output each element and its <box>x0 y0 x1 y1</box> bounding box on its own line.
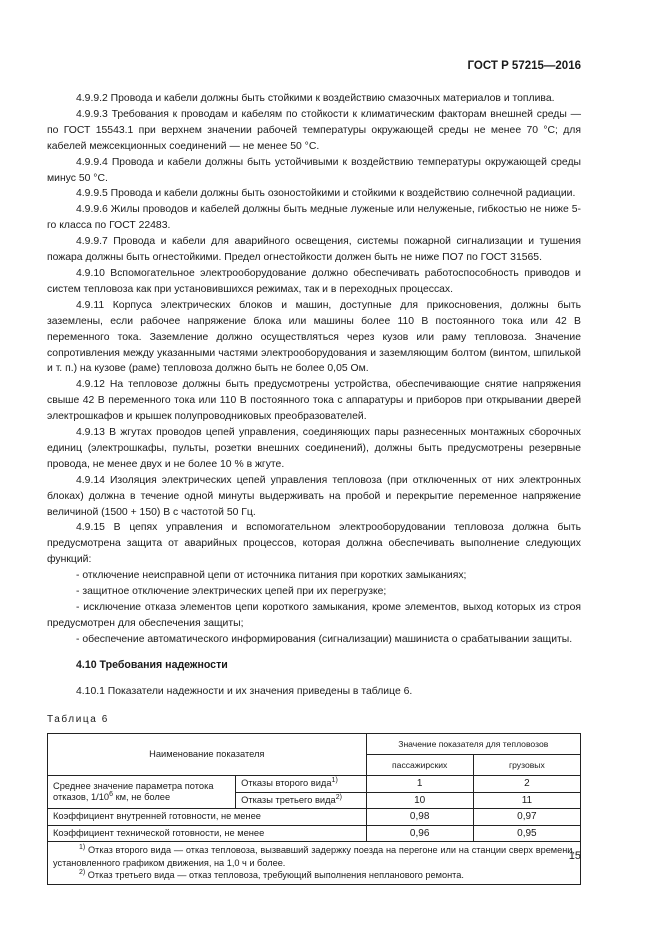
list-item: - исключение отказа элементов цепи короткого замыкания, кроме элементов, выход которых из строя предусмотрен для обеспечения защиты; <box>47 602 581 629</box>
column-header-name: Наименование показателя <box>48 734 367 776</box>
table-caption: Таблица 6 <box>47 713 109 725</box>
paragraph-4-9-10: 4.9.10 Вспомогательное электрооборудование должно обеспечивать работоспособность приводов и систем тепловоза как при установившихся режимах, так и в переходных процессах. <box>47 267 581 295</box>
failure-kind-2-label: Отказы второго вида <box>241 778 332 789</box>
paragraph-4-9-15: 4.9.15 В цепях управления и вспомогательном электрооборудовании тепловоза должна быть предусмотрена защита от аварийных процессов, которая должна обеспечивать выполнение следующих функций: <box>47 522 581 566</box>
value-cell: 0,96 <box>366 825 473 842</box>
page-number: 15 <box>568 850 581 862</box>
param-exponent: 6 <box>109 791 113 799</box>
footnote-2-text: Отказ третьего вида — отказ тепловоза, требующий выполнения непланового ремонта. <box>85 870 464 881</box>
footnote-1-text: Отказ второго вида — отказ тепловоза, вызвавший задержку поезда на перегоне или на станции сверх времени, установленного графиком движения, на 1,0 ч и более. <box>53 845 575 868</box>
paragraph-4-9-9-4: 4.9.9.4 Провода и кабели должны быть устойчивыми к воздействию температуры окружающей среды минус 50 °С. <box>47 156 581 184</box>
failure-kind-3-label: Отказы третьего вида <box>241 794 336 805</box>
paragraph-4-10-1: 4.10.1 Показатели надежности и их значения приведены в таблице 6. <box>76 685 413 697</box>
value-cell: 1 <box>366 776 473 793</box>
footnote-ref-2: 2) <box>335 793 342 801</box>
paragraph-4-9-11: 4.9.11 Корпуса электрических блоков и машин, доступные для прикосновения, должны быть заземлены, если рабочее напряжение блока или машины более 110 В постоянного тока или 42 В переменного тока. Заземление должно осуществляться через кузов или раму тепловоза. Значение сопротивления между указанными частями электрооборудования и заземляющим болтом (винтом, шпилькой и т. п.) на кузове (раме) тепловоза должно быть не более 0,05 Ом. <box>47 299 581 375</box>
table-row <box>48 809 581 826</box>
param-failure-flow-text: Среднее значение параметра потока отказов, 1/10 <box>53 780 214 803</box>
param-internal-readiness: Коэффициент внутренней готовности, не менее <box>48 809 367 826</box>
param-technical-readiness: Коэффициент технической готовности, не менее <box>48 825 367 842</box>
param-failure-flow <box>48 776 236 809</box>
footnote-1-mark: 1) <box>79 844 86 852</box>
paragraph-4-9-9-7: 4.9.9.7 Провода и кабели для аварийного освещения, системы пожарной сигнализации и тушения пожара должны быть огнестойкими. Предел огнестойкости должен быть не ниже ПО7 по ГОСТ 31565. <box>47 236 581 264</box>
table-footnotes-row <box>48 842 581 885</box>
paragraph-4-9-9-6: 4.9.9.6 Жилы проводов и кабелей должны быть медные луженые или нелуженые, гибкостью не ниже 5-го класса по ГОСТ 22483. <box>47 204 581 232</box>
document-body <box>47 91 581 885</box>
footnote-2-mark: 2) <box>79 869 86 877</box>
list-item: - обеспечение автоматического информирования (сигнализации) машиниста о срабатывании защиты. <box>76 633 573 645</box>
paragraph-4-9-9-3: 4.9.9.3 Требования к проводам и кабелям по стойкости к климатическим факторам внешней среды — по ГОСТ 15543.1 при верхнем значении рабочей температуры окружающей среды не менее 70 °С; для кабелей межсекционных соединений — не менее 50 °С. <box>47 108 581 152</box>
reliability-table <box>47 733 581 885</box>
list-item: - защитное отключение электрических цепей при их перегрузке; <box>76 586 387 598</box>
failure-kind-2 <box>236 776 366 793</box>
footnote-ref-1: 1) <box>331 777 338 785</box>
value-cell: 2 <box>473 776 580 793</box>
list-item: - отключение неисправной цепи от источника питания при коротких замыканиях; <box>76 570 467 582</box>
column-header-group: Значение показателя для тепловозов <box>366 734 580 755</box>
table-header-row <box>48 734 581 755</box>
failure-kind-3 <box>236 792 366 809</box>
paragraph-4-9-9-5: 4.9.9.5 Провода и кабели должны быть озоностойкими и стойкими к воздействию солнечной радиации. <box>76 188 576 200</box>
paragraph-4-9-14: 4.9.14 Изоляция электрических цепей управления тепловоза (при отключенных от них электронных блоках) должна в течение одной минуты выдерживать на пробой и перекрытие переменное напряжение величиной (1500 + 150) В с частотой 50 Гц. <box>47 474 581 518</box>
value-cell: 10 <box>366 792 473 809</box>
footnote-1 <box>53 844 575 869</box>
value-cell: 0,97 <box>473 809 580 826</box>
table-row <box>48 825 581 842</box>
value-cell: 0,98 <box>366 809 473 826</box>
value-cell: 0,95 <box>473 825 580 842</box>
param-failure-flow-tail: км, не более <box>113 792 171 803</box>
standard-header: ГОСТ Р 57215—2016 <box>467 60 581 72</box>
paragraph-4-9-9-2: 4.9.9.2 Провода и кабели должны быть стойкими к воздействию смазочных материалов и топлива. <box>76 93 555 104</box>
column-header-freight: грузовых <box>473 755 580 776</box>
table-row <box>48 776 581 793</box>
table-footnotes <box>48 842 581 885</box>
paragraph-4-9-13: 4.9.13 В жгутах проводов цепей управления, соединяющих пары разнесенных монтажных сборочных единиц (электрошкафы, пульты, розетки внешних соединений), должны быть предусмотрены резервные провода, не менее двух и не более 10 % в жгуте. <box>47 427 581 470</box>
paragraph-4-9-12: 4.9.12 На тепловозе должны быть предусмотрены устройства, обеспечивающие снятие напряжения свыше 42 В переменного тока или 110 В постоянного тока с аппаратуры и приборов при открывании дверей электрошкафов и крышек полупроводниковых преобразователей. <box>47 379 581 423</box>
footnote-2 <box>53 869 575 882</box>
section-heading: 4.10 Требования надежности <box>76 658 228 671</box>
value-cell: 11 <box>473 792 580 809</box>
column-header-passenger: пассажирских <box>366 755 473 776</box>
